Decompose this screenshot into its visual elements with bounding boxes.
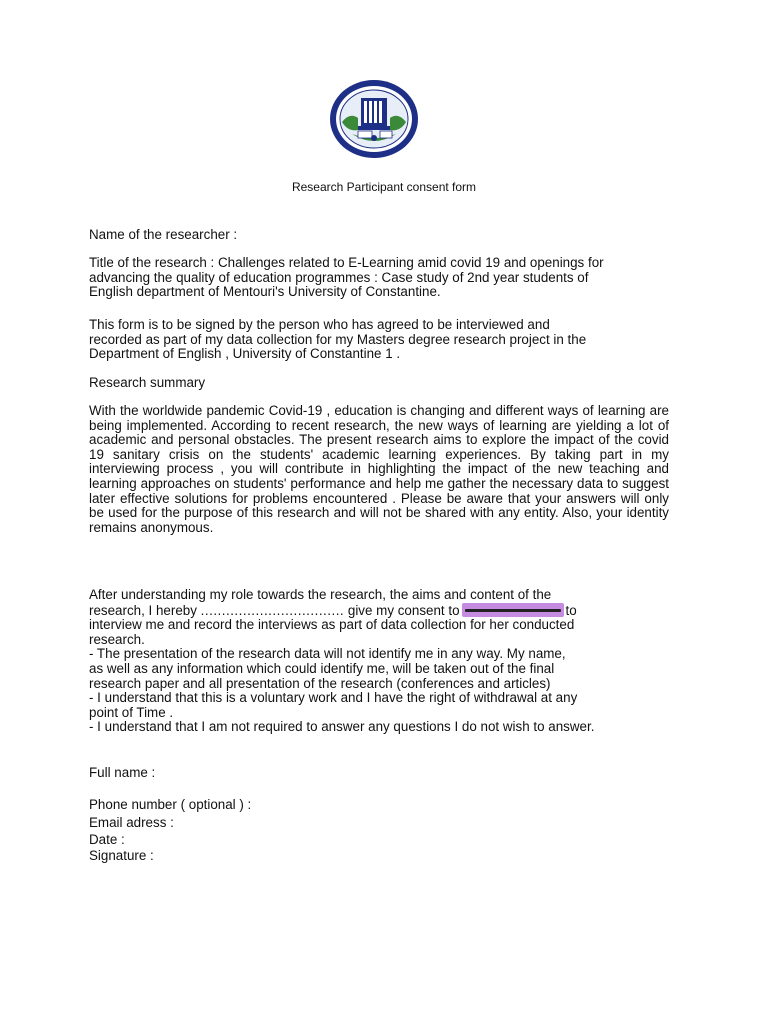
consent-text: give my consent to	[344, 602, 460, 618]
summary-text: With the worldwide pandemic Covid-19 , education is changing and different ways of learning are being implemented. According to recent research, the new ways of learning are yielding a lot of academic and personal obstacles. The present research aims to explore the impact of the covid 19 sanitary crisis on the students' academic learning experiences. By taking part in my interviewing process , you will contribute in highlighting the impact of the new teaching and learning approaches on students' performance and help me gather the necessary data to suggest later effective solutions for problems encountered . Please be aware that your answers will only be used for the purpose of this research and will not be shared with any entity. Also, your identity remains anonymous.	[89, 403, 669, 535]
form-intro-line: Department of English , University of Constantine 1 .	[89, 346, 401, 362]
name-blank: ..................................	[200, 602, 345, 618]
consent-point: as well as any information which could identify me, will be taken out of the final	[89, 660, 555, 676]
researcher-name-label: Name of the researcher :	[89, 227, 238, 242]
form-intro-line: This form is to be signed by the person who has agreed to be interviewed and	[89, 317, 550, 332]
university-seal-icon	[328, 78, 420, 160]
consent-point: point of Time .	[89, 704, 174, 720]
consent-point: - I understand that I am not required to answer any questions I do not wish to answer.	[89, 719, 595, 735]
phone-field: Phone number ( optional ) :	[89, 797, 252, 812]
research-title-line: advancing the quality of education programmes : Case study of 2nd year students of	[89, 269, 589, 285]
signature-field: Signature :	[89, 848, 154, 863]
consent-line: interview me and record the interviews as part of data collection for her conducted	[89, 617, 575, 633]
email-field: Email adress :	[89, 815, 174, 830]
consent-text: research, I hereby	[89, 602, 201, 618]
consent-line	[89, 603, 669, 619]
research-title	[89, 256, 669, 300]
consent-section	[89, 588, 669, 735]
research-title-line: Title of the research : Challenges related to E-Learning amid covid 19 and openings for	[89, 255, 604, 270]
consent-line: After understanding my role towards the research, the aims and content of the	[89, 587, 552, 602]
full-name-field: Full name :	[89, 765, 156, 780]
summary-heading: Research summary	[89, 375, 206, 390]
form-intro-line: recorded as part of my data collection for my Masters degree research project in the	[89, 331, 587, 347]
consent-point: - The presentation of the research data will not identify me in any way. My name,	[89, 646, 566, 662]
consent-line: research.	[89, 631, 145, 647]
consent-point: - I understand that this is a voluntary work and I have the right of withdrawal at any	[89, 690, 578, 706]
page-title: Research Participant consent form	[291, 180, 477, 194]
consent-text: to	[565, 602, 577, 618]
date-field: Date :	[89, 832, 125, 847]
consent-point: research paper and all presentation of the research (conferences and articles)	[89, 675, 551, 691]
form-intro	[89, 318, 669, 362]
research-title-line: English department of Mentouri's University of Constantine.	[89, 284, 441, 300]
redacted-name	[462, 603, 564, 617]
